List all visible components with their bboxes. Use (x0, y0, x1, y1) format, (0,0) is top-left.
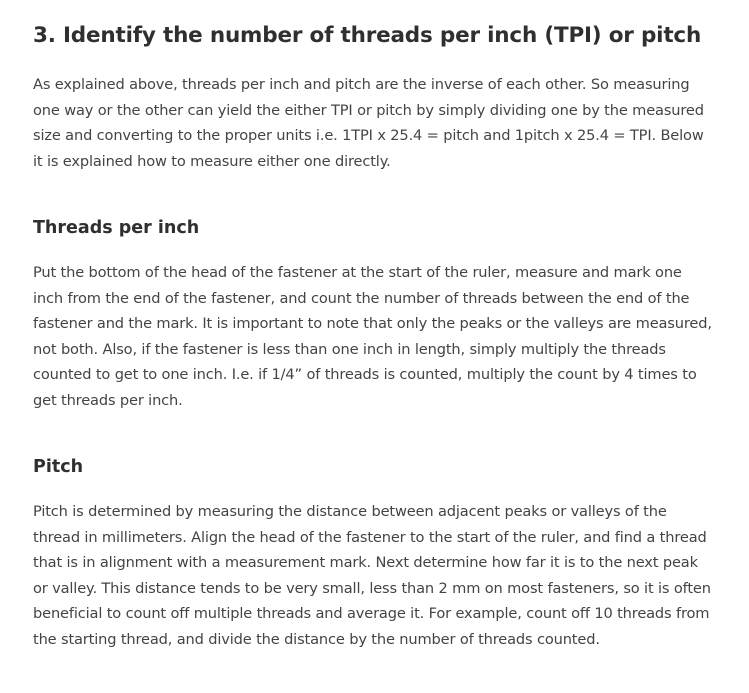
tpi-paragraph: Put the bottom of the head of the fastener at the start of the ruler, measure and mark one inch from the end of the fastener, and count the number of threads between the end of the fastener and the mark. It is important to note that only the peaks or the valleys are measured, not both. Also, if the fastener is less than one inch in length, simply multiply the threads counted to get to one inch. I.e. if 1/4” of threads is counted, multiply the count by 4 times to get threads per inch. (33, 264, 712, 409)
tpi-heading: Threads per inch (33, 218, 200, 238)
pitch-heading: Pitch (33, 457, 84, 477)
section-heading: 3. Identify the number of threads per inch (TPI) or pitch (33, 23, 702, 48)
intro-paragraph: As explained above, threads per inch and pitch are the inverse of each other. So measuring one way or the other can yield the either TPI or pitch by simply dividing one by the measured size and converting to the proper units i.e. 1TPI x 25.4 = pitch and 1pitch x 25.4 = TPI. Below it is explained how to measure either one directly. (33, 76, 704, 170)
pitch-paragraph: Pitch is determined by measuring the distance between adjacent peaks or valleys of the thread in millimeters. Align the head of the fastener to the start of the ruler, and find a thread that is in alignment with a measurement mark. Next determine how far it is to the next peak or valley. This distance tends to be very small, less than 2 mm on most fasteners, so it is often beneficial to count off multiple threads and average it. For example, count off 10 threads from the starting thread, and divide the distance by the number of threads counted. (33, 503, 711, 648)
